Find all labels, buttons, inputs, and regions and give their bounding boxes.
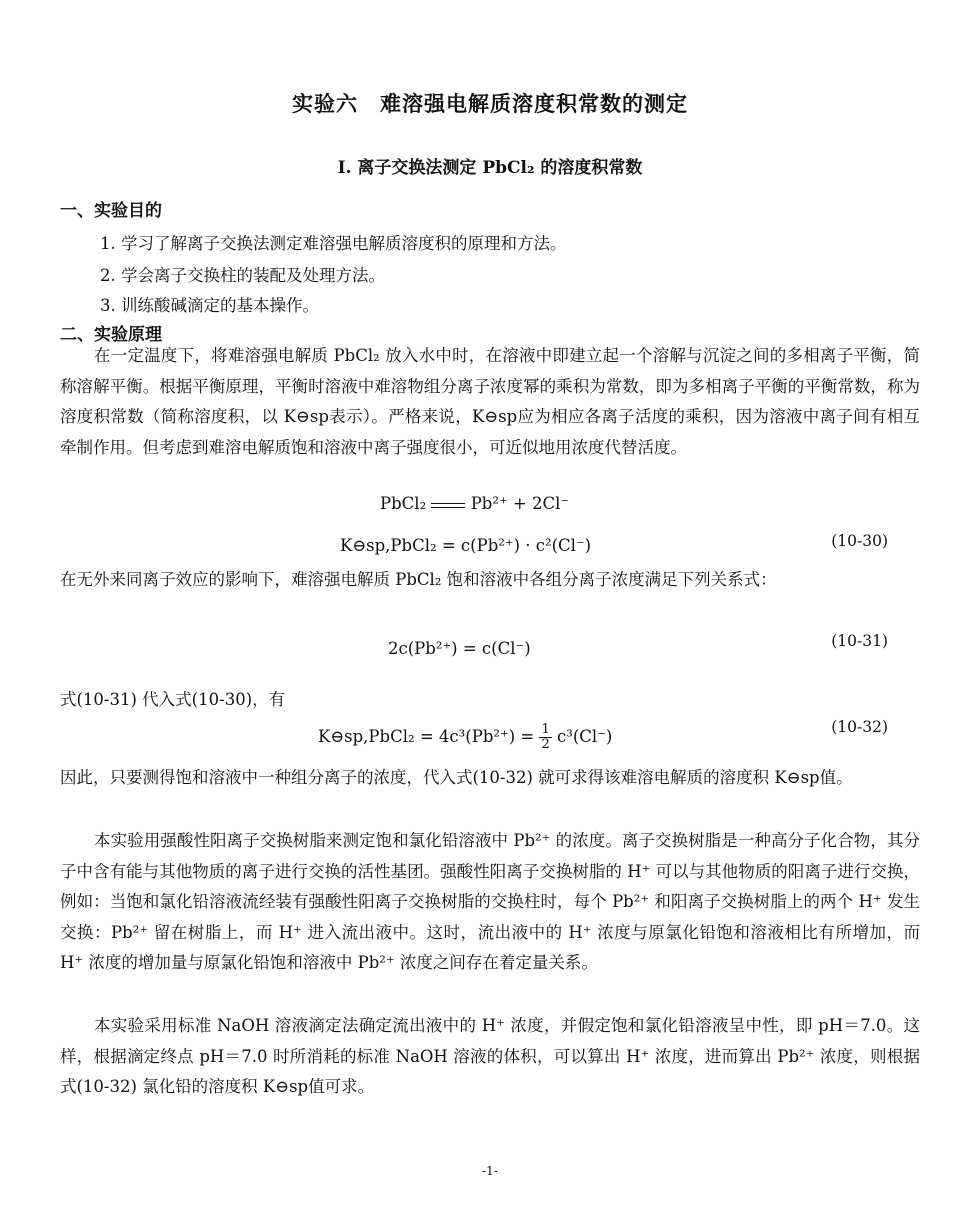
equation-10-31: 2c(Pb²⁺) = c(Cl⁻) bbox=[388, 639, 531, 658]
page-title: 实验六 难溶强电解质溶度积常数的测定 bbox=[292, 91, 688, 116]
objective-item: 3. 训练酸碱滴定的基本操作。 bbox=[100, 296, 319, 315]
paragraph-text: 本实验用强酸性阳离子交换树脂来测定饱和氯化铅溶液中 Pb²⁺ 的浓度。离子交换树脂是一种高分子化合物，其分子中含有能与其他物质的离子进行交换的活性基团。强酸性阳离子交换树脂的 H⁺ 可以与其他物质的阳离子进行交换，例如：当饱和氯化铅溶液流经装有强酸性阳离子交换树脂的交换柱时，每个 Pb²⁺ 和阳离子交换树脂上的两个 H⁺ 发生交换：Pb²⁺ 留在树脂上，而 H⁺ 进入流出液中。这时，流出液中的 H⁺ 浓度与原氯化铅饱和溶液相比有所增加，而 H⁺ 浓度的增加量与原氯化铅饱和溶液中 Pb²⁺ 浓度之间存在着定量关系。 bbox=[60, 831, 920, 972]
page-number: -1- bbox=[482, 1164, 498, 1178]
paragraph-text: 因此，只要测得饱和溶液中一种组分离子的浓度，代入式(10-32) 就可求得该难溶电解质的溶度积 K⊖sp值。 bbox=[60, 768, 853, 787]
heading-objectives: 一、实验目的 bbox=[60, 201, 162, 221]
paragraph-text: 在一定温度下，将难溶强电解质 PbCl₂ 放入水中时，在溶液中即建立起一个溶解与沉淀之间的多相离子平衡，简称溶解平衡。根据平衡原理，平衡时溶液中难溶物组分离子浓度幂的乘积为常数，即为多相离子平衡的平衡常数，称为溶度积常数（简称溶度积，以 K⊖sp表示）。严格来说，K⊖sp应为相应各离子活度的乘积，因为溶液中离子间有相互牵制作用。但考虑到难溶电解质饱和溶液中离子强度很小，可近似地用浓度代替活度。 bbox=[60, 346, 920, 457]
heading-principle: 二、实验原理 bbox=[60, 325, 162, 345]
paragraph-substitute: 式(10-31) 代入式(10-30)，有 bbox=[60, 690, 286, 709]
objective-item: 1. 学习了解离子交换法测定难溶强电解质溶度积的原理和方法。 bbox=[100, 234, 567, 253]
equation-number: (10-31) bbox=[831, 632, 888, 650]
equation-number: (10-30) bbox=[831, 532, 888, 550]
fraction bbox=[539, 723, 551, 752]
fraction-denominator: 2 bbox=[541, 737, 550, 752]
paragraph-relation bbox=[60, 565, 920, 596]
reaction-left: PbCl₂ bbox=[380, 494, 427, 513]
paragraph-principle bbox=[60, 341, 920, 463]
equation-left: K⊖sp,PbCl₂ = 4c³(Pb²⁺) = bbox=[318, 727, 535, 746]
equation-number: (10-32) bbox=[831, 718, 888, 736]
paragraph-method bbox=[60, 826, 920, 979]
section-title: Ⅰ. 离子交换法测定 PbCl₂ 的溶度积常数 bbox=[337, 158, 643, 178]
paragraph-conclusion bbox=[60, 763, 920, 794]
fraction-numerator: 1 bbox=[541, 722, 550, 737]
equation-right: c³(Cl⁻) bbox=[557, 727, 613, 746]
objective-item: 2. 学会离子交换柱的装配及处理方法。 bbox=[100, 266, 385, 285]
equilibrium-arrow-icon bbox=[431, 501, 465, 509]
equation-10-32 bbox=[318, 723, 612, 752]
paragraph-text: 在无外来同离子效应的影响下，难溶强电解质 PbCl₂ 饱和溶液中各组分离子浓度满足下列关系式： bbox=[60, 570, 777, 589]
paragraph-titration bbox=[60, 1011, 920, 1103]
reaction-right: Pb²⁺ + 2Cl⁻ bbox=[470, 494, 570, 513]
equation-10-30: K⊖sp,PbCl₂ = c(Pb²⁺) · c²(Cl⁻) bbox=[340, 536, 592, 555]
equilibrium-reaction bbox=[380, 494, 569, 513]
paragraph-text: 本实验采用标准 NaOH 溶液滴定法确定流出液中的 H⁺ 浓度，并假定饱和氯化铅溶液呈中性，即 pH＝7.0。这样，根据滴定终点 pH＝7.0 时所消耗的标准 NaOH 溶液的体积，可以算出 H⁺ 浓度，进而算出 Pb²⁺ 浓度，则根据式(10-32) 氯化铅的溶度积 K⊖sp值可求。 bbox=[60, 1016, 920, 1096]
